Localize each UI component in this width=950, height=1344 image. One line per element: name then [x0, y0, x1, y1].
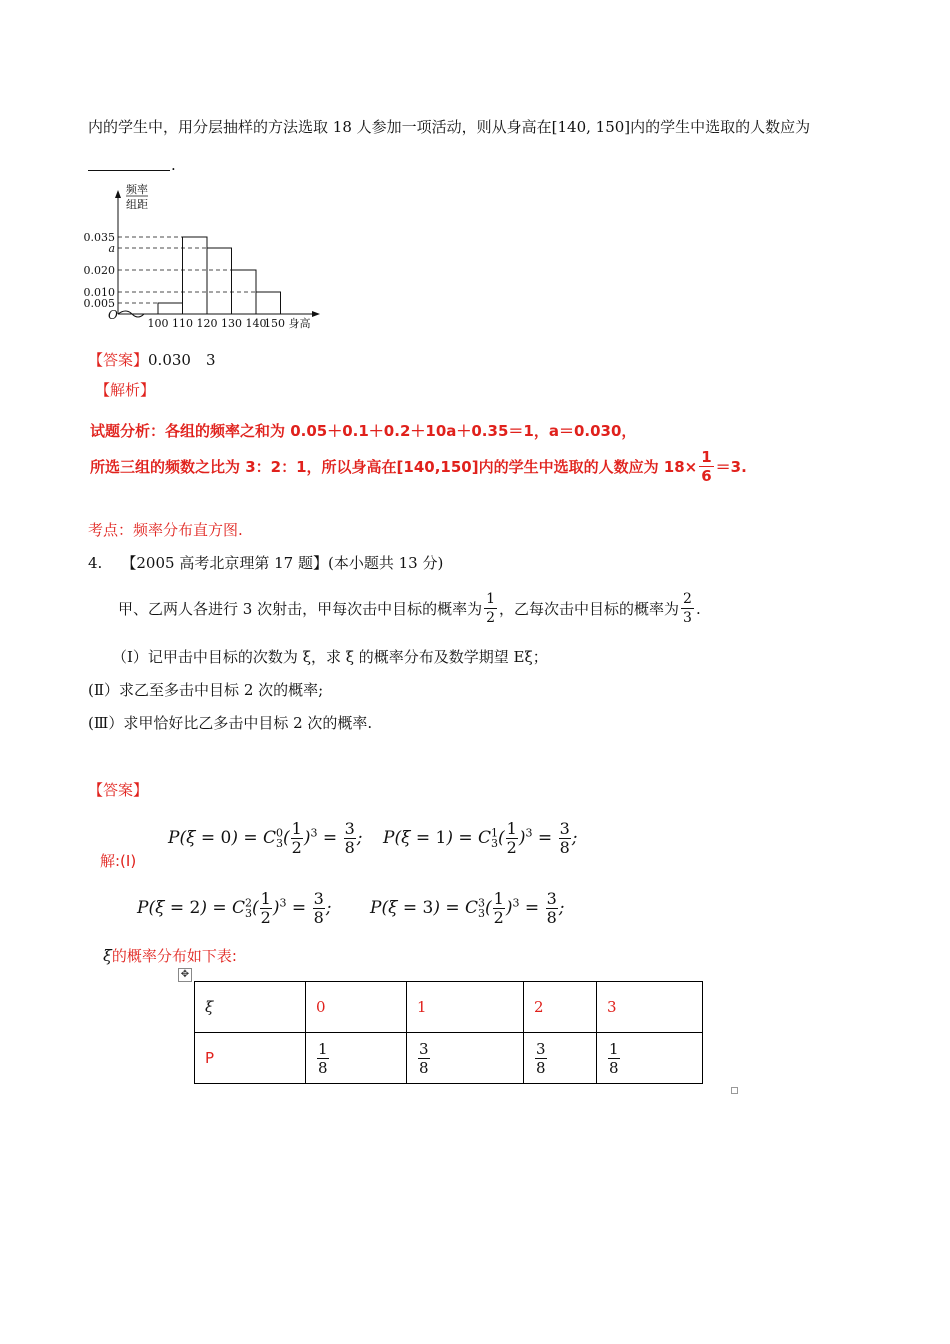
q4-points: (本小题共 13 分) [327, 554, 444, 572]
x-tick-label: 130 [221, 317, 242, 330]
table-cell: 2 [524, 982, 597, 1033]
table-cell: $\frac{1}{8}$ [597, 1033, 703, 1084]
histogram-bar [158, 303, 183, 314]
table-cell: $\frac{1}{8}$ [306, 1033, 407, 1084]
fraction-denominator: 3 [683, 610, 692, 626]
y-tick-label: 0.035 [84, 231, 115, 244]
analysis-line-2 [90, 448, 747, 485]
distribution-caption: ξ的概率分布如下表: [103, 946, 237, 965]
q3-stem-line: 内的学生中，用分层抽样的方法选取 18 人参加一项活动，则从身高在[140, 150]内的学生中选取的人数应为 [88, 118, 811, 136]
x-axis-label: 身高 [288, 317, 311, 330]
x-tick-label: 110 [172, 317, 193, 330]
table-cell: $\frac{3}{8}$ [407, 1033, 524, 1084]
table-row [195, 1033, 703, 1084]
y-tick-label: a [108, 242, 115, 255]
table-cell: ξ [195, 982, 306, 1033]
x-tick-label: 100 [147, 317, 169, 330]
formula-p2: $P(\xi = 2) = C^2_3$( $\frac{1}{2}$ )$^3$ = $\frac{3}{8}$ ; [137, 889, 332, 927]
q4-stem-text: 甲、乙两人各进行 3 次射击，甲每次击中目标的概率为 [118, 599, 483, 618]
table-cell: 3 [597, 982, 703, 1033]
fraction-numerator: 1 [486, 591, 496, 607]
prob-jia-fraction [484, 590, 497, 627]
q4-answer-tag: 【答案】 [88, 781, 149, 799]
y-tick-label: 0.020 [84, 264, 115, 277]
q4-header [88, 553, 443, 573]
origin-label: O [108, 308, 118, 322]
histogram-bar [207, 248, 232, 314]
q4-part-3: (Ⅲ）求甲恰好比乙多击中目标 2 次的概率. [88, 714, 373, 732]
table-cell: P [195, 1033, 306, 1084]
fraction-denominator: 2 [486, 610, 496, 626]
x-axis-arrow [312, 311, 320, 317]
table-resize-handle[interactable] [731, 1087, 738, 1094]
x-tick-label: 150 [264, 317, 285, 330]
q4-source: 【2005 高考北京理第 17 题】 [121, 554, 328, 572]
kaodian: 考点：频率分布直方图. [88, 521, 243, 539]
fraction-numerator: 2 [683, 591, 692, 607]
x-tick-label: 140 [245, 317, 267, 330]
table-cell: $\frac{3}{8}$ [524, 1033, 597, 1084]
q3-answer-line [88, 350, 216, 370]
table-cell: 1 [407, 982, 524, 1033]
answer-blank [88, 170, 170, 171]
table-cell: 0 [306, 982, 407, 1033]
analysis-fraction [699, 448, 713, 485]
frequency-histogram [84, 182, 334, 330]
analysis-line-2-text: 所选三组的频数之比为 3：2：1，所以身高在[140,150]内的学生中选取的人数应为 18× [90, 458, 698, 476]
fraction-numerator: 1 [701, 448, 712, 466]
y-axis-label-bottom: 组距 [126, 198, 148, 211]
prob-yi-fraction [681, 590, 694, 627]
answer-tag: 【答案】 [88, 351, 149, 369]
y-axis-arrow [115, 190, 121, 198]
analysis-line-1: 试题分析：各组的频率之和为 0.05＋0.1＋0.2＋10a＋0.35＝1，a＝0.030， [90, 422, 637, 440]
fraction-denominator: 6 [701, 467, 712, 485]
histogram-bar [256, 292, 281, 314]
x-tick-label: 120 [196, 317, 218, 330]
distribution-table [194, 981, 703, 1084]
formula-p1: $P(\xi = 1) = C^1_3$( $\frac{1}{2}$ )$^3$ = $\frac{3}{8}$ ; [383, 819, 578, 857]
formula-p0: $P(\xi = 0) = C^0_3$( $\frac{1}{2}$ )$^3$ = $\frac{3}{8}$ ; [168, 819, 363, 857]
answer-value: 0.030 3 [148, 351, 216, 369]
xi-symbol: ξ [103, 946, 112, 965]
histogram-bar [183, 237, 208, 314]
q4-number: 4. [88, 554, 103, 572]
q3-stem-end: . [171, 156, 176, 174]
solution-label: 解:(I) [100, 852, 137, 870]
analysis-tag: 【解析】 [95, 381, 156, 399]
q4-stem-mid: ，乙每次击中目标的概率为 [499, 599, 680, 618]
formula-p3: $P(\xi = 3) = C^3_3$( $\frac{1}{2}$ )$^3$ = $\frac{3}{8}$ ; [370, 889, 565, 927]
y-tick-label: 0.005 [84, 297, 115, 310]
q4-part-2: (Ⅱ）求乙至多击中目标 2 次的概率; [88, 681, 324, 699]
q4-stem-end: . [695, 599, 701, 618]
analysis-line-2-end: ＝3. [715, 458, 747, 476]
q4-part-1: （Ⅰ）记甲击中目标的次数为 ξ，求 ξ 的概率分布及数学期望 Eξ； [112, 648, 548, 666]
table-row [195, 982, 703, 1033]
table-move-handle-icon[interactable]: ✥ [178, 968, 192, 982]
q4-stem [118, 590, 701, 627]
y-tick-label: 0.010 [84, 286, 115, 299]
y-axis-label-top: 频率 [126, 183, 148, 196]
